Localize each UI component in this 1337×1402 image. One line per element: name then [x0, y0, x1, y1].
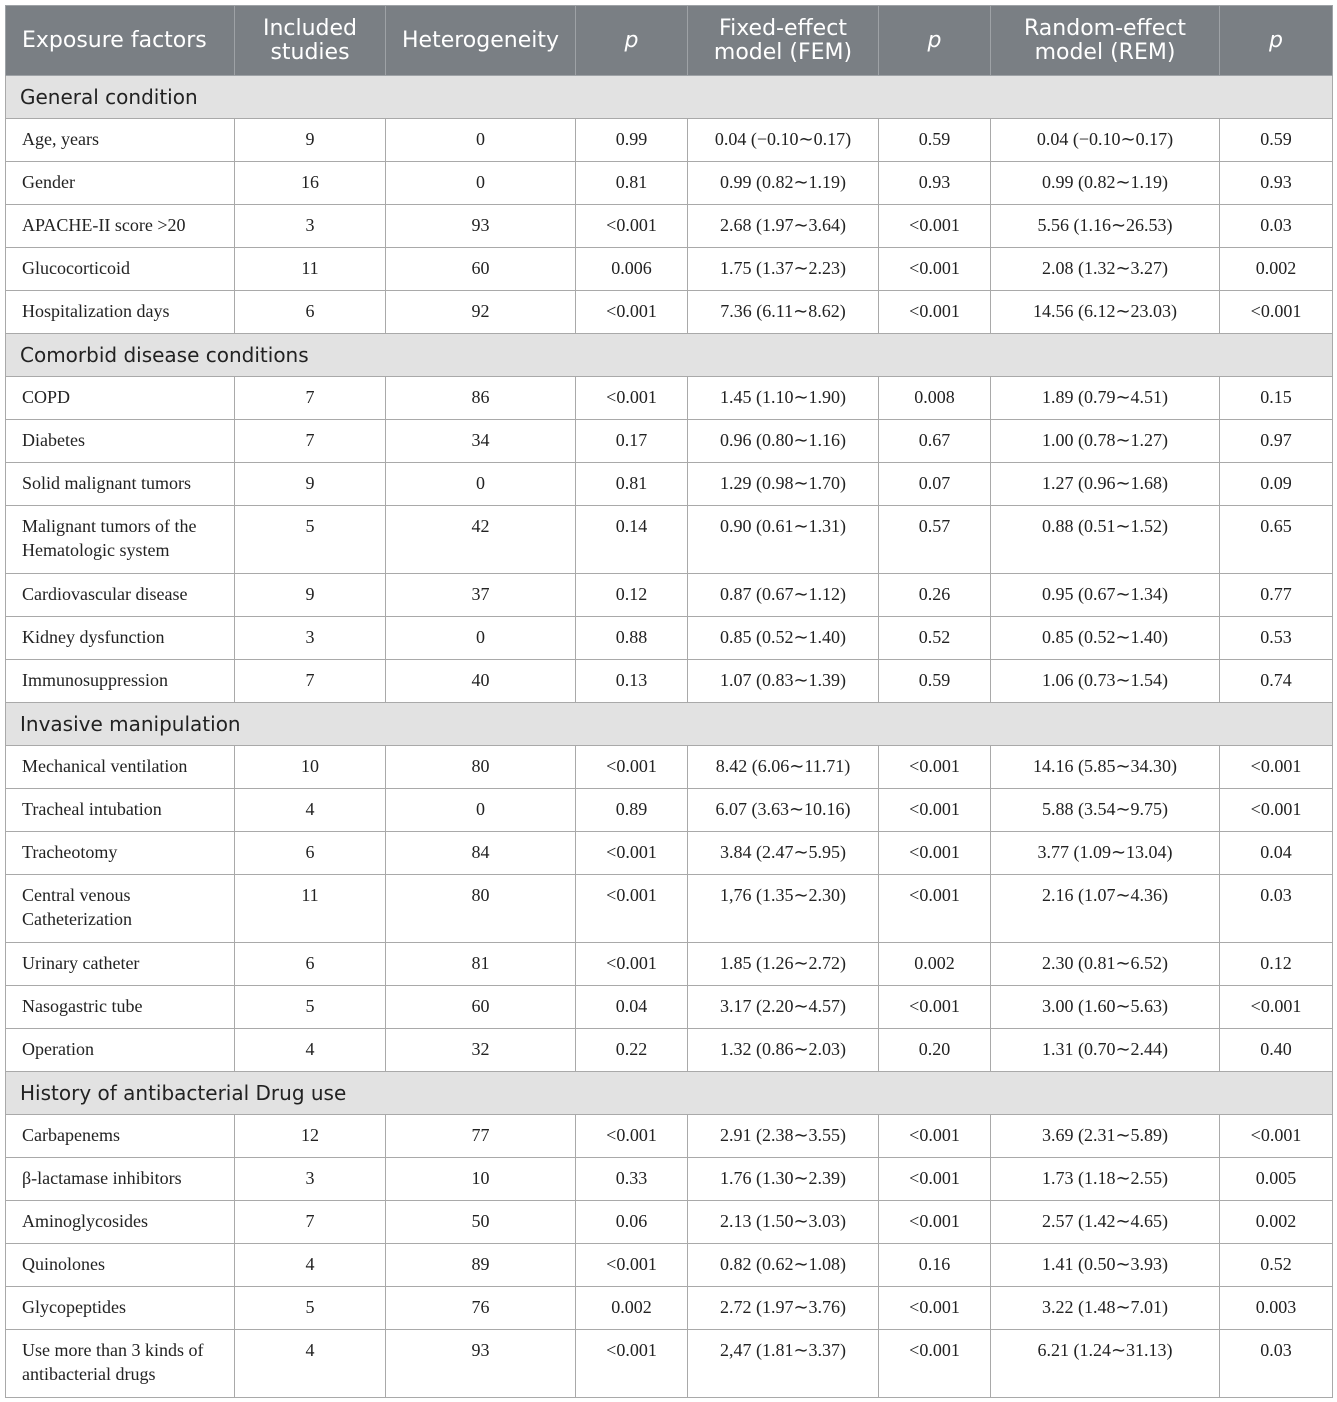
cell-fem: 1.29 (0.98∼1.70) [688, 463, 879, 506]
cell-rem: 1.73 (1.18∼2.55) [991, 1158, 1220, 1201]
cell-exposure-factor: Kidney dysfunction [6, 617, 235, 660]
cell-p-heterogeneity: <0.001 [576, 1115, 688, 1158]
table-row [6, 420, 1333, 463]
cell-fem: 2.91 (2.38∼3.55) [688, 1115, 879, 1158]
cell-p-fem: 0.67 [879, 420, 991, 463]
cell-fem: 1.32 (0.86∼2.03) [688, 1029, 879, 1072]
cell-fem: 1.75 (1.37∼2.23) [688, 248, 879, 291]
cell-p-fem: 0.07 [879, 463, 991, 506]
cell-rem: 2.08 (1.32∼3.27) [991, 248, 1220, 291]
table-row [6, 943, 1333, 986]
cell-exposure-factor: APACHE-II score >20 [6, 205, 235, 248]
cell-fem: 8.42 (6.06∼11.71) [688, 746, 879, 789]
col-header-included-studies: Included studies [235, 6, 386, 76]
cell-included-studies: 4 [235, 1330, 386, 1398]
cell-p-fem: 0.57 [879, 506, 991, 574]
table-row [6, 832, 1333, 875]
cell-fem: 2.72 (1.97∼3.76) [688, 1287, 879, 1330]
cell-p-heterogeneity: 0.81 [576, 463, 688, 506]
cell-p-fem: <0.001 [879, 248, 991, 291]
cell-p-fem: <0.001 [879, 832, 991, 875]
cell-p-heterogeneity: <0.001 [576, 1244, 688, 1287]
cell-p-rem: 0.40 [1220, 1029, 1333, 1072]
cell-included-studies: 5 [235, 986, 386, 1029]
cell-p-rem: 0.002 [1220, 1201, 1333, 1244]
cell-exposure-factor: Immunosuppression [6, 660, 235, 703]
cell-fem: 2.13 (1.50∼3.03) [688, 1201, 879, 1244]
cell-p-rem: 0.005 [1220, 1158, 1333, 1201]
table-row [6, 789, 1333, 832]
cell-fem: 0.82 (0.62∼1.08) [688, 1244, 879, 1287]
table-row [6, 119, 1333, 162]
cell-p-rem: 0.53 [1220, 617, 1333, 660]
cell-fem: 6.07 (3.63∼10.16) [688, 789, 879, 832]
cell-p-rem: 0.03 [1220, 1330, 1333, 1398]
cell-p-fem: <0.001 [879, 875, 991, 943]
cell-rem: 1.06 (0.73∼1.54) [991, 660, 1220, 703]
cell-heterogeneity: 86 [386, 377, 576, 420]
table-row [6, 1287, 1333, 1330]
cell-heterogeneity: 10 [386, 1158, 576, 1201]
col-header-random-effect-model: Random-effect model (REM) [991, 6, 1220, 76]
cell-p-fem: <0.001 [879, 746, 991, 789]
cell-p-rem: 0.04 [1220, 832, 1333, 875]
cell-heterogeneity: 80 [386, 746, 576, 789]
cell-p-rem: 0.52 [1220, 1244, 1333, 1287]
cell-included-studies: 3 [235, 617, 386, 660]
cell-fem: 0.99 (0.82∼1.19) [688, 162, 879, 205]
cell-exposure-factor: Central venous Catheterization [6, 875, 235, 943]
table-row [6, 1158, 1333, 1201]
cell-p-fem: 0.59 [879, 660, 991, 703]
cell-fem: 0.87 (0.67∼1.12) [688, 574, 879, 617]
cell-p-rem: <0.001 [1220, 986, 1333, 1029]
cell-fem: 2.68 (1.97∼3.64) [688, 205, 879, 248]
table-row [6, 986, 1333, 1029]
cell-p-heterogeneity: 0.002 [576, 1287, 688, 1330]
cell-fem: 1.76 (1.30∼2.39) [688, 1158, 879, 1201]
table-row [6, 1244, 1333, 1287]
cell-rem: 0.99 (0.82∼1.19) [991, 162, 1220, 205]
cell-p-rem: 0.03 [1220, 875, 1333, 943]
cell-exposure-factor: Tracheal intubation [6, 789, 235, 832]
cell-included-studies: 5 [235, 506, 386, 574]
table-row [6, 875, 1333, 943]
cell-heterogeneity: 81 [386, 943, 576, 986]
cell-included-studies: 7 [235, 660, 386, 703]
cell-exposure-factor: Tracheotomy [6, 832, 235, 875]
cell-p-fem: <0.001 [879, 205, 991, 248]
cell-heterogeneity: 0 [386, 617, 576, 660]
cell-rem: 0.88 (0.51∼1.52) [991, 506, 1220, 574]
cell-included-studies: 6 [235, 291, 386, 334]
cell-p-rem: 0.003 [1220, 1287, 1333, 1330]
cell-p-heterogeneity: <0.001 [576, 832, 688, 875]
cell-heterogeneity: 0 [386, 162, 576, 205]
cell-rem: 1.41 (0.50∼3.93) [991, 1244, 1220, 1287]
section-row [6, 76, 1333, 119]
cell-rem: 3.22 (1.48∼7.01) [991, 1287, 1220, 1330]
table-header [6, 6, 1333, 76]
cell-exposure-factor: COPD [6, 377, 235, 420]
cell-fem: 3.17 (2.20∼4.57) [688, 986, 879, 1029]
cell-exposure-factor: Operation [6, 1029, 235, 1072]
col-header-fixed-effect-model: Fixed-effect model (FEM) [688, 6, 879, 76]
cell-p-rem: 0.77 [1220, 574, 1333, 617]
cell-exposure-factor: Mechanical ventilation [6, 746, 235, 789]
cell-p-fem: <0.001 [879, 1287, 991, 1330]
cell-heterogeneity: 0 [386, 789, 576, 832]
section-title: Invasive manipulation [6, 703, 1333, 746]
cell-heterogeneity: 40 [386, 660, 576, 703]
cell-rem: 2.57 (1.42∼4.65) [991, 1201, 1220, 1244]
cell-rem: 1.27 (0.96∼1.68) [991, 463, 1220, 506]
cell-p-rem: 0.74 [1220, 660, 1333, 703]
cell-p-heterogeneity: 0.13 [576, 660, 688, 703]
cell-included-studies: 7 [235, 377, 386, 420]
cell-p-rem: <0.001 [1220, 789, 1333, 832]
table-row [6, 463, 1333, 506]
cell-heterogeneity: 77 [386, 1115, 576, 1158]
cell-p-heterogeneity: <0.001 [576, 746, 688, 789]
table-row [6, 574, 1333, 617]
cell-fem: 1.85 (1.26∼2.72) [688, 943, 879, 986]
cell-rem: 0.85 (0.52∼1.40) [991, 617, 1220, 660]
cell-p-rem: 0.65 [1220, 506, 1333, 574]
cell-rem: 5.56 (1.16∼26.53) [991, 205, 1220, 248]
cell-heterogeneity: 80 [386, 875, 576, 943]
table-row [6, 205, 1333, 248]
cell-heterogeneity: 50 [386, 1201, 576, 1244]
cell-p-fem: 0.20 [879, 1029, 991, 1072]
cell-fem: 3.84 (2.47∼5.95) [688, 832, 879, 875]
cell-fem: 2,47 (1.81∼3.37) [688, 1330, 879, 1398]
cell-heterogeneity: 0 [386, 119, 576, 162]
cell-heterogeneity: 76 [386, 1287, 576, 1330]
table-row [6, 1330, 1333, 1398]
cell-p-rem: 0.59 [1220, 119, 1333, 162]
col-header-exposure-factors: Exposure factors [6, 6, 235, 76]
cell-included-studies: 11 [235, 875, 386, 943]
cell-included-studies: 9 [235, 119, 386, 162]
cell-rem: 0.95 (0.67∼1.34) [991, 574, 1220, 617]
cell-p-fem: <0.001 [879, 1115, 991, 1158]
cell-p-rem: <0.001 [1220, 746, 1333, 789]
cell-rem: 2.30 (0.81∼6.52) [991, 943, 1220, 986]
cell-p-rem: <0.001 [1220, 291, 1333, 334]
cell-p-rem: <0.001 [1220, 1115, 1333, 1158]
cell-exposure-factor: Glycopeptides [6, 1287, 235, 1330]
cell-rem: 2.16 (1.07∼4.36) [991, 875, 1220, 943]
cell-rem: 3.77 (1.09∼13.04) [991, 832, 1220, 875]
cell-p-fem: <0.001 [879, 1330, 991, 1398]
cell-p-heterogeneity: <0.001 [576, 205, 688, 248]
table-row [6, 506, 1333, 574]
cell-exposure-factor: Nasogastric tube [6, 986, 235, 1029]
cell-included-studies: 7 [235, 1201, 386, 1244]
table-row [6, 617, 1333, 660]
cell-exposure-factor: Glucocorticoid [6, 248, 235, 291]
cell-p-rem: 0.15 [1220, 377, 1333, 420]
cell-fem: 1,76 (1.35∼2.30) [688, 875, 879, 943]
table-row [6, 291, 1333, 334]
risk-factors-table [5, 5, 1333, 1398]
cell-heterogeneity: 34 [386, 420, 576, 463]
cell-included-studies: 7 [235, 420, 386, 463]
table-row [6, 162, 1333, 205]
cell-heterogeneity: 93 [386, 205, 576, 248]
section-title: Comorbid disease conditions [6, 334, 1333, 377]
cell-p-fem: 0.59 [879, 119, 991, 162]
cell-rem: 1.89 (0.79∼4.51) [991, 377, 1220, 420]
cell-p-heterogeneity: 0.81 [576, 162, 688, 205]
cell-heterogeneity: 37 [386, 574, 576, 617]
cell-fem: 0.04 (−0.10∼0.17) [688, 119, 879, 162]
cell-exposure-factor: β-lactamase inhibitors [6, 1158, 235, 1201]
cell-exposure-factor: Quinolones [6, 1244, 235, 1287]
table-row [6, 1029, 1333, 1072]
cell-heterogeneity: 60 [386, 986, 576, 1029]
table-row [6, 1201, 1333, 1244]
cell-p-heterogeneity: 0.04 [576, 986, 688, 1029]
cell-exposure-factor: Carbapenems [6, 1115, 235, 1158]
cell-p-heterogeneity: <0.001 [576, 1330, 688, 1398]
col-header-heterogeneity: Heterogeneity [386, 6, 576, 76]
cell-p-fem: 0.16 [879, 1244, 991, 1287]
cell-rem: 3.69 (2.31∼5.89) [991, 1115, 1220, 1158]
col-header-p-fem: p [879, 6, 991, 76]
cell-rem: 0.04 (−0.10∼0.17) [991, 119, 1220, 162]
cell-p-heterogeneity: 0.88 [576, 617, 688, 660]
table-row [6, 746, 1333, 789]
cell-included-studies: 4 [235, 1029, 386, 1072]
cell-p-heterogeneity: <0.001 [576, 943, 688, 986]
cell-exposure-factor: Cardiovascular disease [6, 574, 235, 617]
cell-included-studies: 10 [235, 746, 386, 789]
cell-heterogeneity: 84 [386, 832, 576, 875]
cell-p-fem: <0.001 [879, 986, 991, 1029]
section-row [6, 334, 1333, 377]
cell-exposure-factor: Hospitalization days [6, 291, 235, 334]
cell-p-fem: 0.26 [879, 574, 991, 617]
table-row [6, 660, 1333, 703]
cell-heterogeneity: 60 [386, 248, 576, 291]
cell-p-rem: 0.12 [1220, 943, 1333, 986]
cell-included-studies: 6 [235, 832, 386, 875]
section-row [6, 1072, 1333, 1115]
cell-rem: 14.16 (5.85∼34.30) [991, 746, 1220, 789]
cell-fem: 0.90 (0.61∼1.31) [688, 506, 879, 574]
cell-rem: 1.31 (0.70∼2.44) [991, 1029, 1220, 1072]
cell-p-fem: <0.001 [879, 1158, 991, 1201]
section-title: History of antibacterial Drug use [6, 1072, 1333, 1115]
cell-p-fem: 0.93 [879, 162, 991, 205]
cell-included-studies: 9 [235, 463, 386, 506]
cell-p-fem: <0.001 [879, 291, 991, 334]
cell-p-fem: <0.001 [879, 789, 991, 832]
cell-exposure-factor: Diabetes [6, 420, 235, 463]
cell-included-studies: 3 [235, 1158, 386, 1201]
cell-exposure-factor: Age, years [6, 119, 235, 162]
cell-heterogeneity: 89 [386, 1244, 576, 1287]
cell-p-rem: 0.002 [1220, 248, 1333, 291]
cell-exposure-factor: Urinary catheter [6, 943, 235, 986]
cell-rem: 6.21 (1.24∼31.13) [991, 1330, 1220, 1398]
table-body [6, 76, 1333, 1398]
cell-included-studies: 12 [235, 1115, 386, 1158]
cell-p-fem: 0.002 [879, 943, 991, 986]
cell-p-heterogeneity: 0.14 [576, 506, 688, 574]
cell-included-studies: 9 [235, 574, 386, 617]
cell-rem: 1.00 (0.78∼1.27) [991, 420, 1220, 463]
cell-p-heterogeneity: 0.33 [576, 1158, 688, 1201]
cell-included-studies: 4 [235, 1244, 386, 1287]
cell-exposure-factor: Solid malignant tumors [6, 463, 235, 506]
cell-p-fem: 0.008 [879, 377, 991, 420]
cell-included-studies: 11 [235, 248, 386, 291]
cell-heterogeneity: 0 [386, 463, 576, 506]
cell-included-studies: 16 [235, 162, 386, 205]
cell-p-rem: 0.03 [1220, 205, 1333, 248]
cell-p-rem: 0.93 [1220, 162, 1333, 205]
section-row [6, 703, 1333, 746]
cell-exposure-factor: Aminoglycosides [6, 1201, 235, 1244]
table-row [6, 248, 1333, 291]
cell-included-studies: 6 [235, 943, 386, 986]
cell-fem: 0.96 (0.80∼1.16) [688, 420, 879, 463]
cell-p-heterogeneity: 0.99 [576, 119, 688, 162]
cell-p-fem: 0.52 [879, 617, 991, 660]
cell-p-fem: <0.001 [879, 1201, 991, 1244]
cell-exposure-factor: Gender [6, 162, 235, 205]
cell-p-rem: 0.09 [1220, 463, 1333, 506]
cell-heterogeneity: 92 [386, 291, 576, 334]
cell-p-heterogeneity: 0.006 [576, 248, 688, 291]
cell-included-studies: 4 [235, 789, 386, 832]
cell-p-rem: 0.97 [1220, 420, 1333, 463]
cell-p-heterogeneity: <0.001 [576, 377, 688, 420]
col-header-p-heterogeneity: p [576, 6, 688, 76]
cell-rem: 5.88 (3.54∼9.75) [991, 789, 1220, 832]
col-header-p-rem: p [1220, 6, 1333, 76]
cell-heterogeneity: 42 [386, 506, 576, 574]
cell-included-studies: 3 [235, 205, 386, 248]
cell-p-heterogeneity: 0.89 [576, 789, 688, 832]
cell-p-heterogeneity: 0.06 [576, 1201, 688, 1244]
cell-p-heterogeneity: 0.22 [576, 1029, 688, 1072]
cell-fem: 1.07 (0.83∼1.39) [688, 660, 879, 703]
cell-p-heterogeneity: <0.001 [576, 291, 688, 334]
cell-exposure-factor: Use more than 3 kinds of antibacterial drugs [6, 1330, 235, 1398]
cell-fem: 0.85 (0.52∼1.40) [688, 617, 879, 660]
cell-p-heterogeneity: <0.001 [576, 875, 688, 943]
cell-exposure-factor: Malignant tumors of the Hematologic system [6, 506, 235, 574]
table-row [6, 1115, 1333, 1158]
section-title: General condition [6, 76, 1333, 119]
cell-fem: 1.45 (1.10∼1.90) [688, 377, 879, 420]
cell-included-studies: 5 [235, 1287, 386, 1330]
cell-p-heterogeneity: 0.17 [576, 420, 688, 463]
cell-rem: 3.00 (1.60∼5.63) [991, 986, 1220, 1029]
table-row [6, 377, 1333, 420]
cell-heterogeneity: 93 [386, 1330, 576, 1398]
cell-rem: 14.56 (6.12∼23.03) [991, 291, 1220, 334]
cell-heterogeneity: 32 [386, 1029, 576, 1072]
cell-p-heterogeneity: 0.12 [576, 574, 688, 617]
cell-fem: 7.36 (6.11∼8.62) [688, 291, 879, 334]
